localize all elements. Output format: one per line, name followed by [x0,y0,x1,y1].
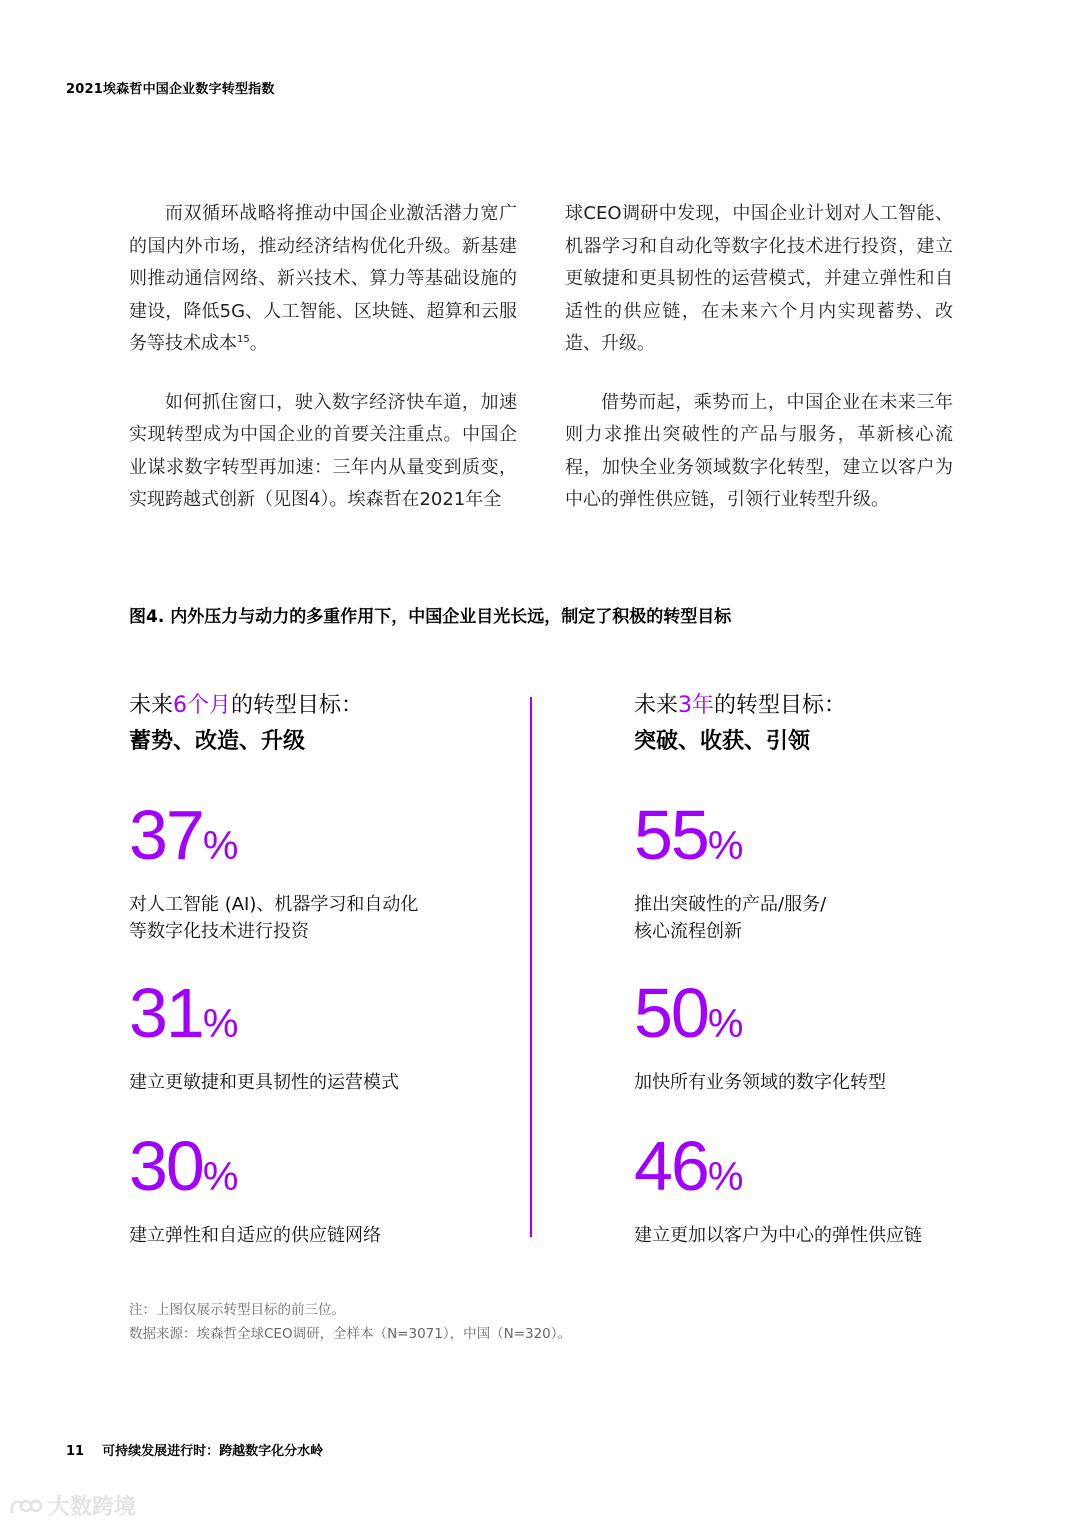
stat-number: 46 [634,1127,708,1205]
stat-number: 30 [129,1127,203,1205]
stat-value [129,796,418,881]
stat-block [129,1127,381,1249]
stat-unit: % [707,824,744,868]
panel-subheading: 突破、收获、引领 [634,729,811,754]
figure-caption: 图4. 内外压力与动力的多重作用下，中国企业目光长远，制定了积极的转型目标 [129,607,732,627]
stat-description: 建立更敏捷和更具韧性的运营模式 [129,1072,399,1093]
stat-value [129,974,399,1059]
body-paragraph [129,198,517,361]
stat-number: 37 [129,796,203,874]
stat-block [634,974,886,1096]
six-month-goals-panel [129,688,489,1246]
three-year-goals-panel [634,688,994,1246]
heading-suffix: 的转型目标： [231,693,364,718]
panel-heading [129,688,489,724]
watermark [8,1490,136,1521]
stat-number: 50 [634,974,708,1052]
stat-value [129,1127,381,1212]
watermark-text: 大数跨境 [48,1495,137,1520]
heading-prefix: 未来 [129,693,174,718]
stat-number: 55 [634,796,708,874]
footer-title: 可持续发展进行时：跨越数字化分水岭 [102,1444,324,1459]
body-text-end: 。 [249,333,268,354]
heading-prefix: 未来 [634,693,679,718]
stat-description: 建立更加以客户为中心的弹性供应链 [634,1225,922,1246]
body-paragraph: 借势而起，乘势而上，中国企业在未来三年则力求推出突破性的产品与服务，革新核心流程，加快全业务领域数字化转型，建立以客户为中心的弹性供应链，引领行业转型升级。 [565,391,953,510]
stat-unit: % [707,1002,744,1046]
stat-unit: % [202,824,239,868]
report-title: 2021埃森哲中国企业数字转型指数 [66,82,275,97]
stat-block [634,1127,922,1249]
stat-description: 对人工智能 (AI)、机器学习和自动化 等数字化技术进行投资 [129,894,419,942]
panel-heading [634,688,994,724]
note-line: 注：上图仅展示转型目标的前三位。 [129,1302,345,1318]
panel-subheading: 蓄势、改造、升级 [129,729,306,754]
body-paragraph: 如何抓住窗口，驶入数字经济快车道，加速实现转型成为中国企业的首要关注重点。中国企业谋求数字转型再加速：三年内从量变到质变，实现跨越式创新（见图4）。埃森哲在2021年全 [129,391,517,510]
heading-highlight: 3年 [678,693,715,718]
body-text: 而双循环战略将推动中国企业激活潜力宽广的国内外市场，推动经济结构优化升级。新基建则推动通信网络、新兴技术、算力等基础设施的建设，降低5G、人工智能、区块链、超算和云服务等技术成本 [129,203,517,354]
source-line: 数据来源：埃森哲全球CEO调研，全样本（N=3071），中国（N=320）。 [129,1326,572,1342]
stat-description: 加快所有业务领域的数字化转型 [634,1072,886,1093]
stat-value [634,974,886,1059]
body-column-left [129,198,517,517]
stat-unit: % [202,1155,239,1199]
stat-number: 31 [129,974,203,1052]
heading-highlight: 6个月 [173,693,232,718]
stat-unit: % [202,1002,239,1046]
body-paragraph: 球CEO调研中发现，中国企业计划对人工智能、机器学习和自动化等数字化技术进行投资，建立更敏捷和更具韧性的运营模式，并建立弹性和自适性的供应链，在未来六个月内实现蓄势、改造、升级。 [565,203,953,354]
panel-divider [530,697,532,1237]
page-footer [66,1440,323,1459]
stat-block [634,796,827,945]
footnote-ref: 15 [237,334,250,345]
body-column-right [565,198,953,517]
heading-suffix: 的转型目标： [714,693,847,718]
page-number: 11 [66,1444,85,1459]
stat-description: 推出突破性的产品/服务/ 核心流程创新 [634,894,827,942]
stat-value [634,796,826,881]
figure-notes [129,1298,571,1346]
stat-unit: % [707,1155,744,1199]
stat-description: 建立弹性和自适应的供应链网络 [129,1225,381,1246]
stat-block [129,796,419,945]
stat-block [129,974,399,1096]
stat-value [634,1127,922,1212]
watermark-logo-icon [8,1495,42,1517]
